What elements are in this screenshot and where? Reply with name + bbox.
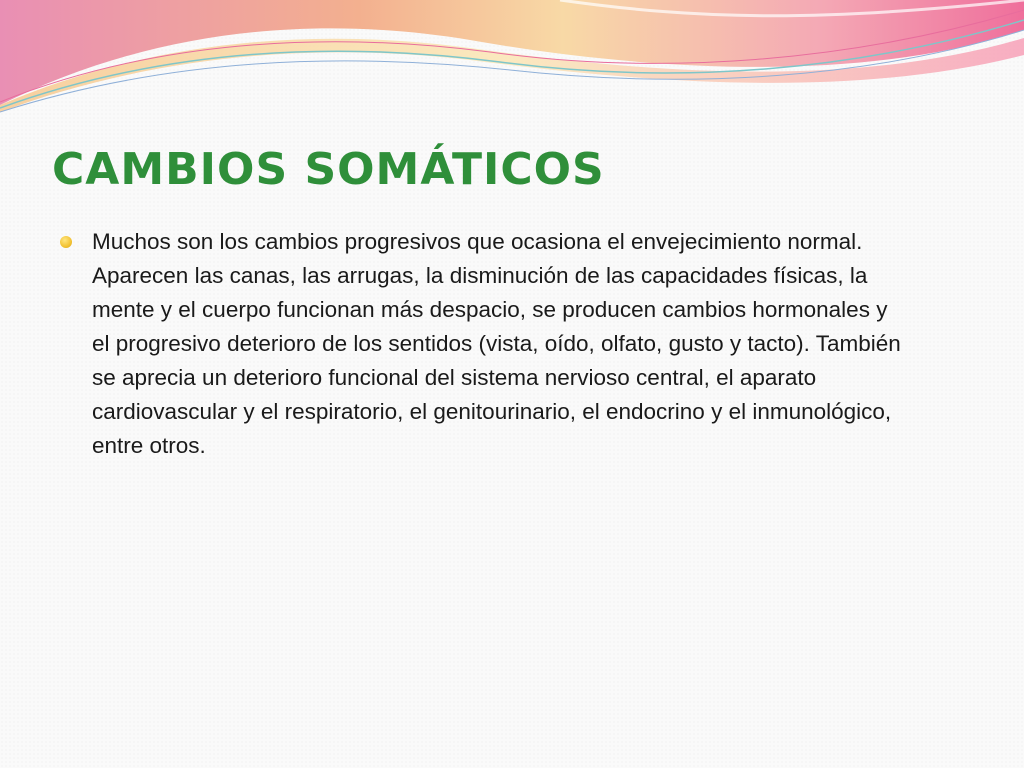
bullet-text: Muchos son los cambios progresivos que ocasiona el envejecimiento normal. Aparecen las canas, las arrugas, la disminución de las capacidades físicas, la mente y el cuerpo funcionan más despacio, se producen cambios hormonales y el progresivo deterioro de los sentidos (vista, oído, olfato, gusto y tacto). También se aprecia un deterioro funcional del sistema nervioso central, el aparato cardiovascular y el respiratorio, el genitourinario, el endocrino y el inmunológico, entre otros. <box>92 229 901 458</box>
list-item <box>60 225 910 463</box>
bullet-icon <box>60 236 72 248</box>
decorative-wave-header <box>0 0 1024 130</box>
bullet-list <box>60 225 910 463</box>
slide-title: CAMBIOS SOMÁTICOS <box>52 144 605 195</box>
